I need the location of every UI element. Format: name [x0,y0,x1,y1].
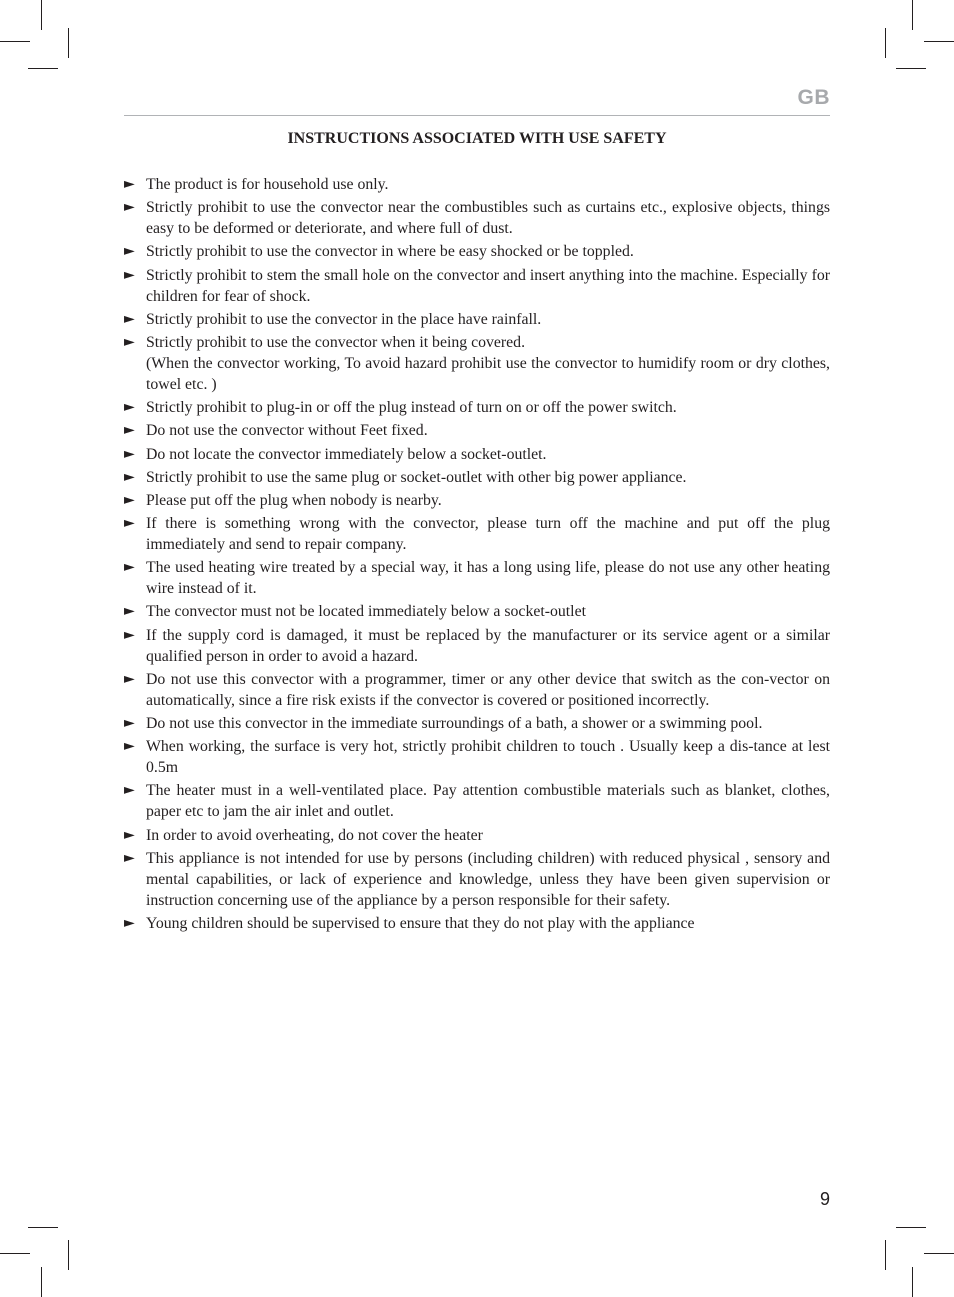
instruction-item [124,913,830,934]
bullet-arrow-icon: ► [124,266,135,283]
bullet-arrow-icon: ► [124,670,135,687]
bullet-arrow-icon: ► [124,559,135,576]
instruction-item [124,780,830,822]
instruction-text: Strictly prohibit to use the same plug or socket-outlet with other big power appliance. [146,468,687,486]
instruction-item [124,397,830,418]
instruction-item [124,309,830,330]
instruction-item [124,601,830,622]
bullet-arrow-icon: ► [124,715,135,731]
crop-mark [41,0,42,30]
page-number: 9 [819,1189,830,1209]
bullet-arrow-icon: ► [124,491,135,508]
crop-mark [896,68,926,69]
bullet-arrow-icon: ► [124,399,135,416]
instruction-text: Do not use the convector without Feet fixed. [146,422,428,440]
instruction-item [124,332,830,395]
crop-mark [912,1267,913,1297]
bullet-arrow-icon: ► [124,199,135,216]
instruction-item [124,490,830,511]
instruction-text: (When the convector working, To avoid hazard prohibit use the convector to humidify room or dry clothes, towel etc. ) [146,354,830,393]
instruction-item [124,848,830,911]
crop-mark [924,41,954,42]
bullet-arrow-icon: ► [124,603,135,620]
instruction-text: If the supply cord is damaged, it must be replaced by the manufacturer or its service agent or a similar qualified person in order to avoid a hazard. [146,626,830,665]
instruction-text: The heater must in a well-ventilated place. Pay attention combustible materials such as blanket, clothes, paper etc to jam the air inlet and outlet. [146,782,830,821]
bullet-arrow-icon: ► [124,782,135,799]
crop-mark [41,1267,42,1297]
safety-instruction-list [124,174,830,936]
instruction-item [124,420,830,441]
instruction-item [124,197,830,239]
page-title: INSTRUCTIONS ASSOCIATED WITH USE SAFETY [287,130,667,147]
crop-mark [885,1240,886,1270]
crop-mark [68,1240,69,1270]
crop-mark [28,68,58,69]
crop-mark [885,28,886,58]
bullet-arrow-icon: ► [124,333,135,350]
bullet-arrow-icon: ► [124,445,135,462]
instruction-item [124,713,830,734]
crop-mark [0,1253,30,1254]
instruction-item [124,513,830,555]
instruction-text: This appliance is not intended for use by persons (including children) with reduced physical , sensory and mental capabilities, or lack of experience and knowledge, unless they have been given supervision or instruction concerning use of the appliance by a person responsible for their safety. [146,849,830,909]
crop-mark [912,0,913,30]
header-rule [124,115,830,116]
instruction-item [124,265,830,307]
instruction-item [124,241,830,262]
crop-mark [28,1227,58,1228]
crop-mark [896,1227,926,1228]
instruction-text: The product is for household use only. [146,176,389,193]
instruction-text: Strictly prohibit to plug-in or off the plug instead of turn on or off the power switch. [146,399,677,417]
instruction-text: Please put off the plug when nobody is nearby. [146,491,442,509]
instruction-item [124,625,830,667]
instruction-text: Young children should be supervised to ensure that they do not play with the appliance [146,914,695,932]
crop-mark [0,41,30,42]
crop-mark [68,28,69,58]
instruction-text: Strictly prohibit to use the convector in where be easy shocked or be toppled. [146,243,634,261]
instruction-text: If there is something wrong with the convector, please turn off the machine and put off the plug immediately and send to repair company. [146,515,830,554]
instruction-text: The convector must not be located immediately below a socket-outlet [146,603,586,621]
bullet-arrow-icon: ► [124,626,135,643]
instruction-item [124,467,830,488]
instruction-text: Strictly prohibit to use the convector in the place have rainfall. [146,310,542,328]
instruction-item [124,669,830,711]
bullet-arrow-icon: ► [124,468,135,485]
bullet-arrow-icon: ► [124,422,135,439]
bullet-arrow-icon: ► [124,849,135,866]
instruction-item [124,825,830,846]
bullet-arrow-icon: ► [124,826,135,843]
instruction-text: Do not locate the convector immediately below a socket-outlet. [146,445,547,463]
language-code: GB [797,86,830,109]
instruction-text: The used heating wire treated by a special way, it has a long using life, please do not use any other heating wire instead of it. [146,559,830,598]
instruction-text: Strictly prohibit to stem the small hole on the convector and insert anything into the machine. Especially for children for fear of shock. [146,266,830,305]
instruction-item [124,444,830,465]
instruction-text: Strictly prohibit to use the convector when it being covered. [146,333,526,351]
bullet-arrow-icon: ► [124,515,135,532]
instruction-item [124,557,830,599]
instruction-item [124,736,830,778]
bullet-arrow-icon: ► [124,310,135,327]
instruction-item [124,174,830,195]
instruction-text: In order to avoid overheating, do not cover the heater [146,826,483,844]
instruction-text: Do not use this convector with a programmer, timer or any other device that switch as the con-vector on automatically, since a fire risk exists if the convector is covered or positioned incorrectly. [146,670,830,709]
instruction-text: When working, the surface is very hot, strictly prohibit children to touch . Usually keep a dis-tance at lest 0.5m [146,738,830,777]
bullet-arrow-icon: ► [124,914,135,931]
instruction-text: Do not use this convector in the immediate surroundings of a bath, a shower or a swimming pool. [146,715,763,732]
instruction-text: Strictly prohibit to use the convector near the combustibles such as curtains etc., explosive objects, things easy to be deformed or deteriorate, and where full of dust. [146,199,830,238]
bullet-arrow-icon: ► [124,243,135,260]
crop-mark [924,1253,954,1254]
bullet-arrow-icon: ► [124,738,135,755]
bullet-arrow-icon: ► [124,176,135,192]
